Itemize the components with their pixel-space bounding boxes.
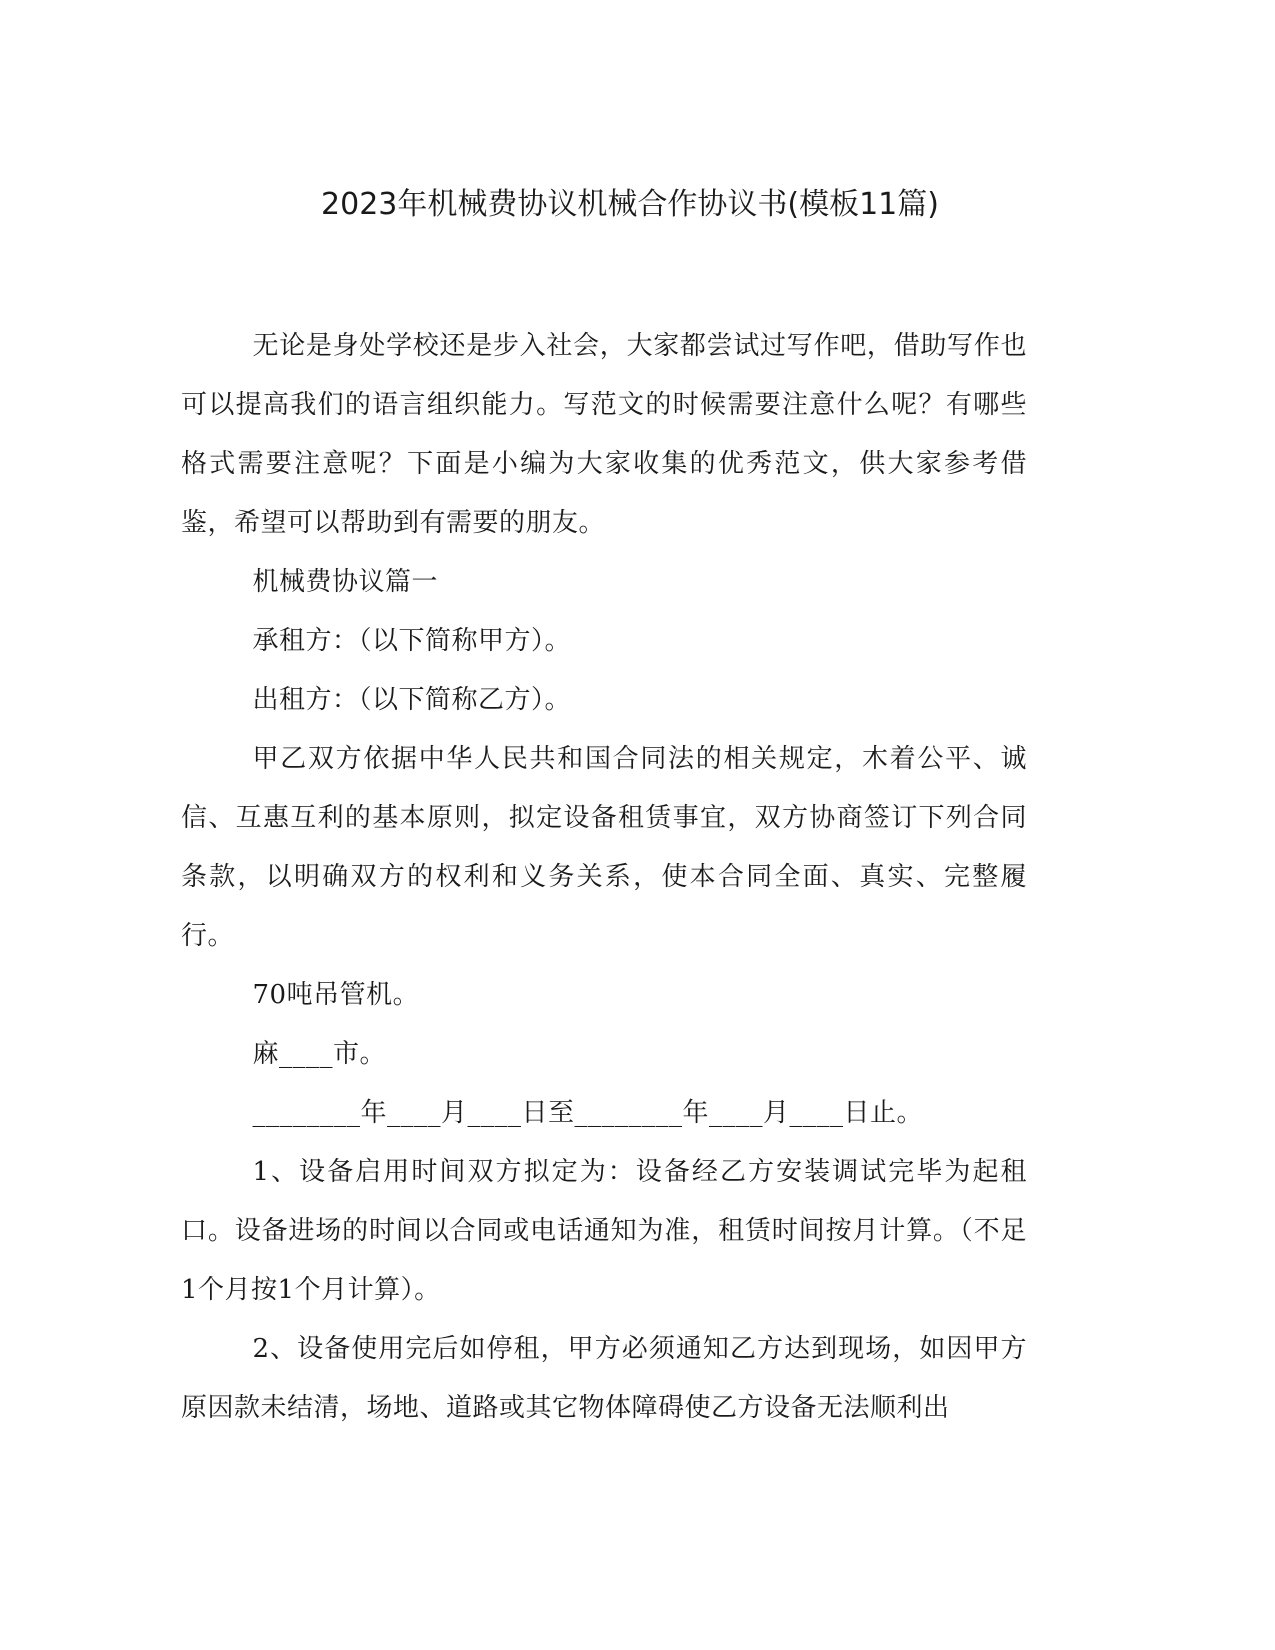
document-title: 2023年机械费协议机械合作协议书(模板11篇)	[321, 187, 939, 222]
period-line: ________年____月____日至________年____月____日止。	[252, 1098, 924, 1128]
equipment-line: 70吨吊管机。	[252, 980, 420, 1010]
lessee-line: 承租方：（以下简称甲方）。	[252, 626, 572, 656]
location-line: 麻____市。	[252, 1039, 387, 1069]
intro-paragraph: 无论是身处学校还是步入社会，大家都尝试过写作吧，借助写作也可以提高我们的语言组织能力。写范文的时候需要注意什么呢？有哪些格式需要注意呢？下面是小编为大家收集的优秀范文，供大家参考借鉴，希望可以帮助到有需要的朋友。	[181, 331, 1027, 538]
section-heading: 机械费协议篇一	[252, 567, 439, 597]
document-body	[181, 317, 1027, 1438]
clause-2-paragraph: 2、设备使用完后如停租，甲方必须通知乙方达到现场，如因甲方原因款未结清，场地、道路或其它物体障碍使乙方设备无法顺利出	[181, 1334, 1027, 1423]
clause-1-paragraph: 1、设备启用时间双方拟定为：设备经乙方安装调试完毕为起租口。设备进场的时间以合同或电话通知为准，租赁时间按月计算。（不足1个月按1个月计算）。	[181, 1157, 1027, 1305]
agreement-basis-paragraph: 甲乙双方依据中华人民共和国合同法的相关规定，木着公平、诚信、互惠互利的基本原则，拟定设备租赁事宜，双方协商签订下列合同条款，以明确双方的权利和义务关系，使本合同全面、真实、完整履行。	[181, 744, 1027, 951]
lessor-line: 出租方：（以下简称乙方）。	[252, 685, 572, 715]
